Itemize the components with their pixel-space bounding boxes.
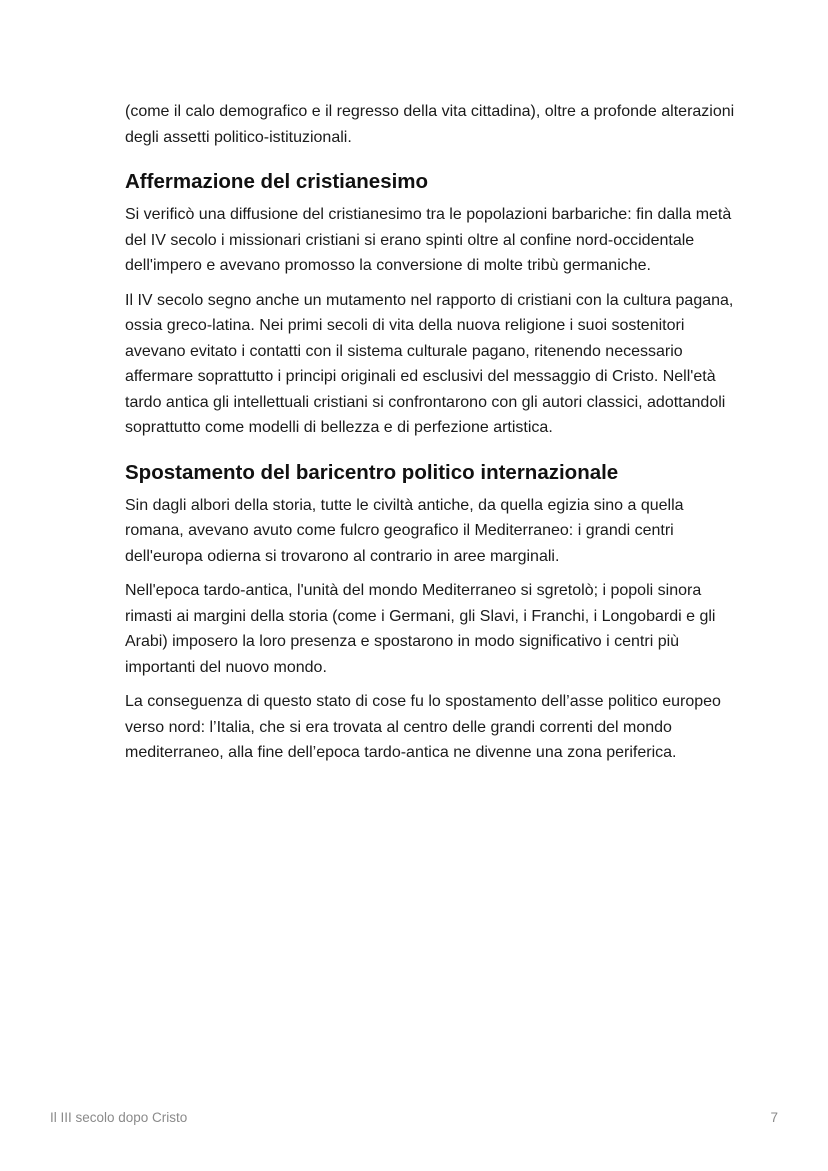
section-christianity	[125, 168, 737, 441]
footer-page-number: 7	[770, 1110, 778, 1125]
paragraph: Sin dagli albori della storia, tutte le civiltà antiche, da quella egizia sino a quella romana, avevano avuto come fulcro geografico il Mediterraneo: i grandi centri dell'europa odierna si trovarono al contrario in aree marginali.	[125, 496, 684, 565]
paragraph: Il IV secolo segno anche un mutamento nel rapporto di cristiani con la cultura pagana, ossia greco-latina. Nei primi secoli di vita della nuova religione i suoi sostenitori avevano evitato i contatti con il sistema culturale pagano, ritenendo necessario affermare soprattutto i principi originali ed esclusivi del messaggio di Cristo. Nell'età tardo antica gli intellettuali cristiani si confrontarono con gli autori classici, adottandoli soprattutto come modelli di bellezza e di perfezione artistica.	[125, 291, 734, 436]
paragraph: Si verificò una diffusione del cristianesimo tra le popolazioni barbariche: fin dalla metà del IV secolo i missionari cristiani si erano spinti oltre al confine nord-occidentale dell'impero e avevano promosso la conversione di molte tribù germaniche.	[125, 206, 732, 274]
section-heading: Affermazione del cristianesimo	[125, 170, 429, 193]
footer-document-title: Il III secolo dopo Cristo	[50, 1110, 188, 1125]
paragraph: La conseguenza di questo stato di cose fu lo spostamento dell’asse politico europeo verso nord: l’Italia, che si era trovata al centro delle grandi correnti del mondo mediterraneo, alla fine dell’epoca tardo-antica ne divenne una zona periferica.	[125, 693, 721, 761]
intro-paragraph: (come il calo demografico e il regresso della vita cittadina), oltre a profonde alterazioni degli assetti politico-istituzionali.	[125, 103, 735, 146]
page-content	[125, 99, 737, 775]
section-heading: Spostamento del baricentro politico internazionale	[125, 460, 619, 484]
paragraph: Nell'epoca tardo-antica, l'unità del mondo Mediterraneo si sgretolò; i popoli sinora rimasti ai margini della storia (come i Germani, gli Slavi, i Franchi, i Longobardi e gli Arabi) imposero la loro presenza e spostarono in modo significativo i centri più importanti del nuovo mondo.	[125, 582, 716, 676]
section-political-shift	[125, 459, 737, 766]
